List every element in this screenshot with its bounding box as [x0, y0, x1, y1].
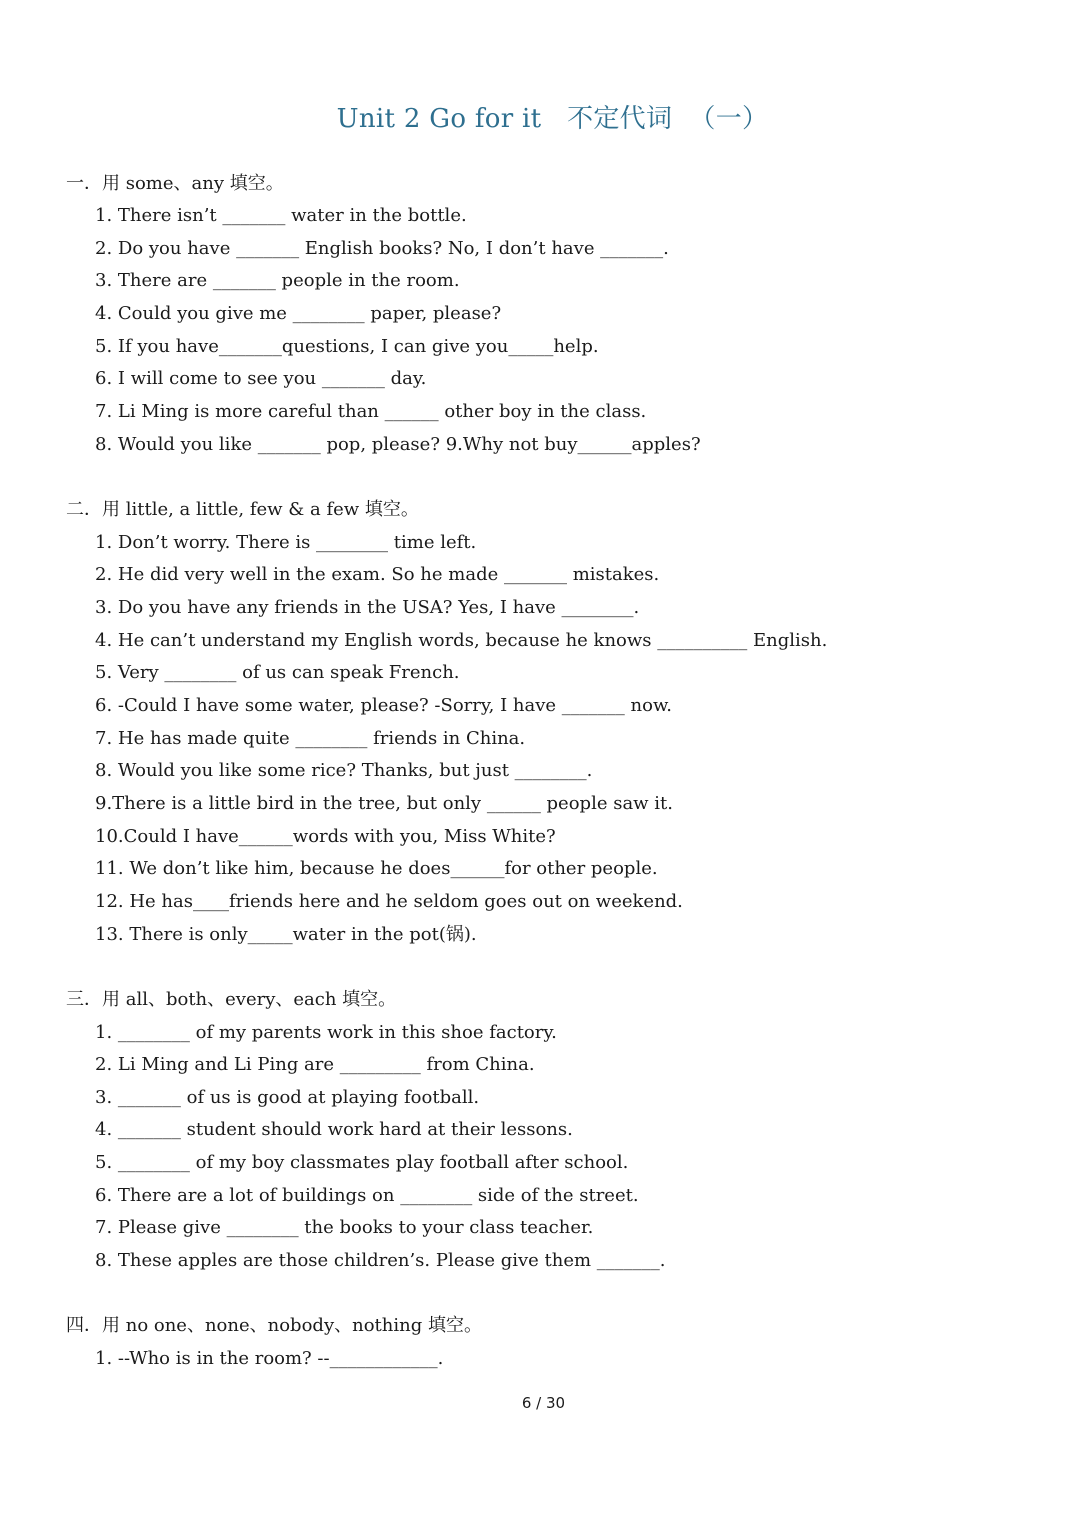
page-number: 6 / 30: [521, 1394, 566, 1412]
exercise-item: 5. Very ________ of us can speak French.: [95, 662, 460, 683]
exercise-item: 1. ________ of my parents work in this shoe factory.: [95, 1022, 557, 1043]
exercise-item: 10.Could I have______words with you, Miss White?: [95, 826, 556, 847]
exercise-item: 6. I will come to see you _______ day.: [95, 368, 427, 389]
exercise-item: 8. Would you like some rice? Thanks, but just ________.: [95, 760, 593, 781]
exercise-item: 4. Could you give me ________ paper, please?: [95, 303, 502, 324]
exercise-item: 1. Don’t worry. There is ________ time left.: [95, 532, 477, 553]
exercise-item: 8. These apples are those children’s. Please give them _______.: [95, 1250, 666, 1271]
page-title: Unit 2 Go for it 不定代词 （一）: [336, 104, 769, 134]
exercise-item: 6. There are a lot of buildings on ________ side of the street.: [95, 1185, 639, 1206]
exercise-item: 13. There is only_____water in the pot(锅).: [95, 924, 477, 945]
section-heading: 三．用 all、both、every、each 填空。: [66, 989, 397, 1010]
exercise-item: 1. --Who is in the room? --____________.: [95, 1348, 444, 1369]
exercise-item: 7. He has made quite ________ friends in China.: [95, 728, 526, 749]
exercise-item: 3. Do you have any friends in the USA? Yes, I have ________.: [95, 597, 640, 618]
section-heading: 二．用 little, a little, few & a few 填空。: [66, 499, 419, 520]
exercise-item: 6. -Could I have some water, please? -Sorry, I have _______ now.: [95, 695, 672, 716]
exercise-item: 8. Would you like _______ pop, please? 9.Why not buy______apples?: [95, 434, 701, 455]
exercise-item: 11. We don’t like him, because he does______for other people.: [95, 858, 658, 879]
exercise-item: 2. He did very well in the exam. So he made _______ mistakes.: [95, 564, 660, 585]
exercise-item: 9.There is a little bird in the tree, but only ______ people saw it.: [95, 793, 674, 814]
exercise-item: 4. He can’t understand my English words, because he knows __________ English.: [95, 630, 828, 651]
exercise-item: 3. _______ of us is good at playing football.: [95, 1087, 480, 1108]
exercise-item: 7. Li Ming is more careful than ______ other boy in the class.: [95, 401, 647, 422]
exercise-item: 12. He has____friends here and he seldom goes out on weekend.: [95, 891, 683, 912]
exercise-item: 1. There isn’t _______ water in the bottle.: [95, 205, 467, 226]
exercise-item: 2. Li Ming and Li Ping are _________ from China.: [95, 1054, 535, 1075]
exercise-item: 3. There are _______ people in the room.: [95, 270, 460, 291]
section-heading: 四．用 no one、none、nobody、nothing 填空。: [66, 1315, 482, 1336]
exercise-item: 2. Do you have _______ English books? No, I don’t have _______.: [95, 238, 669, 259]
section-heading: 一．用 some、any 填空。: [66, 173, 284, 194]
exercise-item: 7. Please give ________ the books to your class teacher.: [95, 1217, 594, 1238]
exercise-item: 5. ________ of my boy classmates play football after school.: [95, 1152, 629, 1173]
exercise-item: 5. If you have_______questions, I can give you_____help.: [95, 336, 599, 357]
exercise-item: 4. _______ student should work hard at their lessons.: [95, 1119, 573, 1140]
